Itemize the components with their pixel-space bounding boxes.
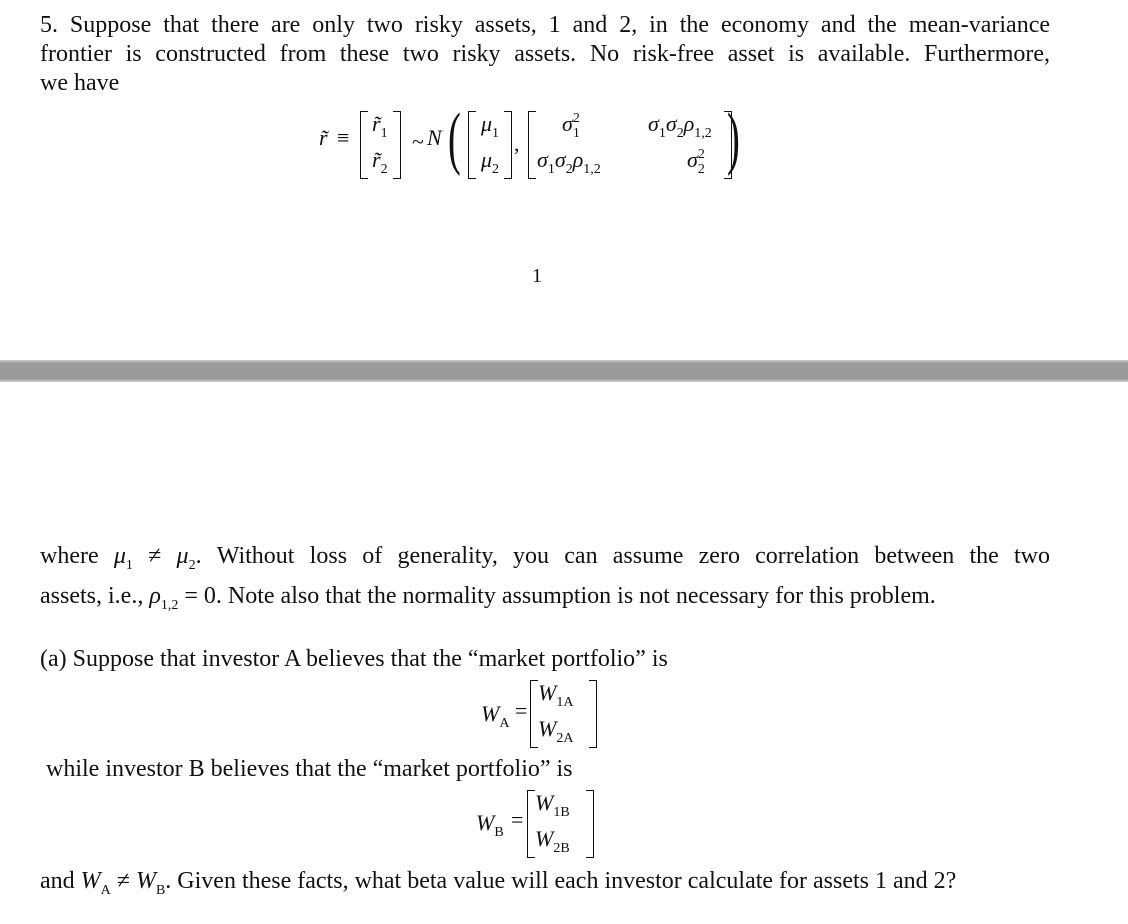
wb-lhs: $W_B$ xyxy=(476,810,504,840)
comma: , xyxy=(514,131,520,156)
sigma2-squared: $\sigma_2^2$ xyxy=(687,147,705,177)
w2a-entry: $W_{2A}$ xyxy=(538,716,574,746)
intro-line-2: frontier is constructed from these two risky assets. No risk-free asset is available. Furthermore, xyxy=(40,41,1050,67)
w2b-entry: $W_{2B}$ xyxy=(535,826,570,856)
wa-equals: = xyxy=(515,698,528,723)
normal-N: N xyxy=(427,125,442,150)
r-vector-right-bracket xyxy=(393,111,401,179)
cov-entry-12: $\sigma_1\sigma_2\rho_{1,2}$ xyxy=(648,111,712,141)
equiv-sign: ≡ xyxy=(337,125,350,150)
part-a-line-1: (a) Suppose that investor A believes that the “market portfolio” is xyxy=(40,646,668,672)
sigma1-squared: $\sigma_1^2$ xyxy=(562,111,580,141)
intro-line-1: 5. Suppose that there are only two risky assets, 1 and 2, in the economy and the mean-variance xyxy=(40,12,1050,38)
where-line-1: where $\mu_1 \ne \mu_2$. Without loss of generality, you can assume zero correlation between the two xyxy=(40,543,1051,573)
cov-right-bracket xyxy=(724,111,732,179)
cov-left-bracket xyxy=(528,111,536,179)
tilde-sign: ~ xyxy=(412,129,424,154)
where-line-2: assets, i.e., $\rho_{1,2} = 0$. Note also that the normality assumption is not necessary for this problem. xyxy=(40,583,936,613)
part-a-line-3: and $W_A \ne W_B$. Given these facts, what beta value will each investor calculate for assets 1 and 2? xyxy=(40,868,957,898)
wb-equals: = xyxy=(511,807,524,832)
wa-right-bracket xyxy=(589,680,597,748)
where-paragraph xyxy=(40,538,1050,618)
problem-intro xyxy=(40,11,1050,98)
w1a-entry: $W_{1A}$ xyxy=(538,680,574,710)
right-paren: ) xyxy=(727,100,740,177)
r-tilde: r̃ xyxy=(319,125,328,150)
wa-left-bracket xyxy=(530,680,538,748)
left-paren: ( xyxy=(448,100,461,177)
mu2-entry: $\mu_2$ xyxy=(481,147,500,177)
page-separator[interactable] xyxy=(0,360,1128,382)
cov-entry-21: $\sigma_1\sigma_2\rho_{1,2}$ xyxy=(537,147,601,177)
intro-line-3: we have xyxy=(40,70,120,96)
wa-lhs: $W_A$ xyxy=(481,701,510,731)
page-number: 1 xyxy=(532,265,542,287)
r2-entry: $r̃_2$ xyxy=(372,147,388,177)
r1-entry: $r̃_1$ xyxy=(372,111,388,141)
mu-vector-right-bracket xyxy=(504,111,512,179)
mu-vector-left-bracket xyxy=(468,111,476,179)
part-a-line-2: while investor B believes that the “market portfolio” is xyxy=(46,756,573,782)
r-vector-left-bracket xyxy=(360,111,368,179)
wb-left-bracket xyxy=(527,790,535,858)
mu1-entry: $\mu_1$ xyxy=(481,111,500,141)
w1b-entry: $W_{1B}$ xyxy=(535,790,570,820)
wb-right-bracket xyxy=(586,790,594,858)
